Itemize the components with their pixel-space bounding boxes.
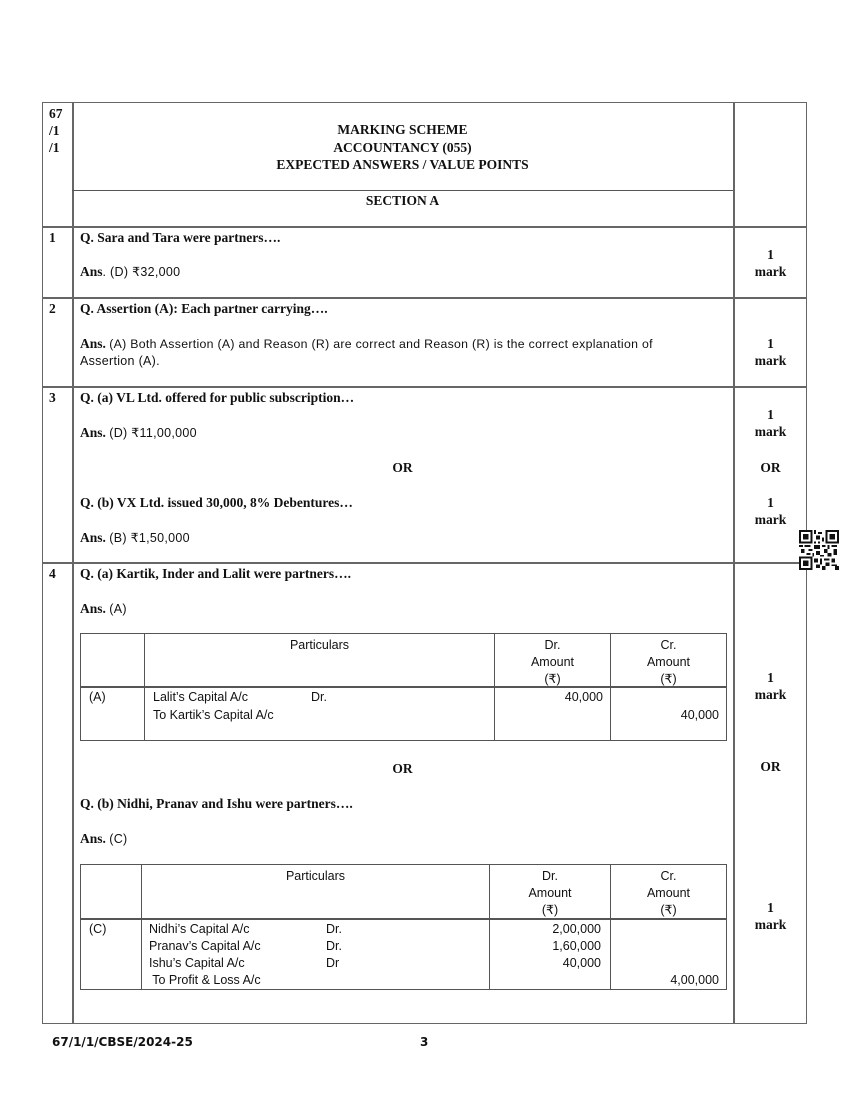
page-number: 3	[420, 1035, 429, 1049]
answer-continuation: Assertion (A).	[80, 354, 160, 368]
marks	[734, 494, 807, 528]
debit-marker: Dr	[326, 956, 340, 970]
paper-code-line: /1	[49, 140, 60, 155]
divider	[42, 226, 807, 228]
header-particulars: Particulars	[289, 638, 350, 652]
marks	[734, 406, 807, 440]
marks-value: 1	[767, 495, 774, 510]
marks-value: 1	[767, 407, 774, 422]
answer-label: Ans.	[80, 831, 106, 846]
answer-value: (A) Both Assertion (A) and Reason (R) are correct and Reason (R) is the correct explanation of	[109, 337, 653, 351]
answer-label: Ans	[80, 264, 103, 279]
answer	[80, 600, 127, 618]
section-heading: SECTION A	[365, 193, 440, 208]
credit-amount: 40,000	[680, 708, 719, 722]
qr-code-icon	[799, 530, 839, 570]
divider	[42, 562, 807, 564]
option-label: (C)	[89, 922, 107, 936]
header-line: Dr.	[542, 869, 558, 883]
question-text: Q. (b) Nidhi, Pranav and Ishu were partners….	[80, 796, 353, 811]
marks-unit: mark	[754, 424, 787, 439]
question-text: Q. (a) VL Ltd. offered for public subscription…	[80, 390, 355, 405]
marks-value: 1	[767, 336, 774, 351]
footer-paper-code: 67/1/1/CBSE/2024-25	[52, 1035, 193, 1049]
marks-unit: mark	[754, 264, 787, 279]
marks-value: 1	[767, 900, 774, 915]
account-name: Nidhi’s Capital A/c	[149, 922, 250, 936]
header-line: (₹)	[541, 903, 559, 917]
journal-entry-table	[80, 633, 727, 741]
header-line: (₹)	[544, 672, 561, 686]
debit-marker: Dr.	[311, 690, 327, 704]
header-line: (₹)	[660, 672, 677, 686]
paper-code-line: /1	[49, 123, 60, 138]
divider	[42, 386, 807, 388]
account-name: To Kartik’s Capital A/c	[153, 708, 274, 722]
header-line: Amount	[530, 655, 575, 669]
journal-entry-table	[80, 864, 727, 990]
header-line: Amount	[646, 655, 691, 669]
header-dr-amount	[495, 637, 610, 688]
question-text: Q. (a) Kartik, Inder and Lalit were partners….	[80, 566, 351, 581]
question-text: Q. Assertion (A): Each partner carrying….	[80, 301, 328, 316]
divider	[42, 297, 807, 299]
or-separator: OR	[392, 460, 413, 475]
marks-unit: mark	[754, 917, 787, 932]
debit-marker: Dr.	[326, 939, 342, 953]
marks-or: OR	[760, 759, 781, 774]
debit-amount: 40,000	[564, 690, 603, 704]
question-number: 3	[49, 390, 56, 405]
answer	[80, 263, 180, 281]
answer-value: . (D) ₹32,000	[102, 265, 181, 279]
answer	[80, 830, 128, 848]
or-separator: OR	[392, 761, 413, 776]
answer-label: Ans.	[80, 601, 106, 616]
header-line: (₹)	[660, 903, 677, 917]
marks	[734, 669, 807, 703]
question-text: Q. (b) VX Ltd. issued 30,000, 8% Debentures…	[80, 495, 353, 510]
subtitle: EXPECTED ANSWERS / VALUE POINTS	[276, 157, 529, 172]
marks	[734, 335, 807, 369]
question-number: 2	[49, 301, 56, 316]
answer	[80, 424, 197, 442]
debit-amount: 40,000	[562, 956, 601, 970]
debit-amount: 1,60,000	[552, 939, 601, 953]
answer-value: (C)	[109, 832, 128, 846]
question-text: Q. Sara and Tara were partners….	[80, 230, 281, 245]
credit-amount: 4,00,000	[670, 973, 719, 987]
answer-label: Ans.	[80, 425, 106, 440]
account-name: Ishu’s Capital A/c	[149, 956, 245, 970]
option-label: (A)	[89, 690, 106, 704]
marks-value: 1	[767, 247, 774, 262]
marks	[734, 899, 807, 933]
header-dr-amount	[490, 868, 610, 919]
subject-title: ACCOUNTANCY (055)	[333, 140, 472, 155]
account-name: Lalit’s Capital A/c	[153, 690, 248, 704]
header-particulars: Particulars	[285, 869, 346, 883]
answer	[80, 529, 190, 547]
header-cr-amount	[611, 868, 726, 919]
question-number: 4	[49, 566, 56, 581]
answer-value: (D) ₹11,00,000	[109, 426, 197, 440]
answer	[80, 335, 727, 353]
account-name: To Profit & Loss A/c	[149, 973, 261, 987]
paper-code-line: 67	[49, 106, 63, 121]
debit-marker: Dr.	[326, 922, 342, 936]
answer-value: (B) ₹1,50,000	[109, 531, 190, 545]
answer-label: Ans.	[80, 336, 106, 351]
header-line: Cr.	[660, 638, 677, 652]
marks-or: OR	[760, 460, 781, 475]
marks-unit: mark	[754, 353, 787, 368]
header-line: Amount	[646, 886, 691, 900]
divider	[72, 190, 733, 191]
answer-value: (A)	[109, 602, 127, 616]
marks-unit: mark	[754, 687, 787, 702]
header-cr-amount	[611, 637, 726, 688]
marks-unit: mark	[754, 512, 787, 527]
debit-amount: 2,00,000	[552, 922, 601, 936]
header-line: Cr.	[660, 869, 677, 883]
marks	[734, 246, 807, 280]
page-title: MARKING SCHEME	[337, 122, 468, 137]
question-number: 1	[49, 230, 56, 245]
answer-label: Ans.	[80, 530, 106, 545]
account-name: Pranav’s Capital A/c	[149, 939, 261, 953]
header-line: Amount	[528, 886, 572, 900]
header-line: Dr.	[544, 638, 561, 652]
marks-value: 1	[767, 670, 774, 685]
